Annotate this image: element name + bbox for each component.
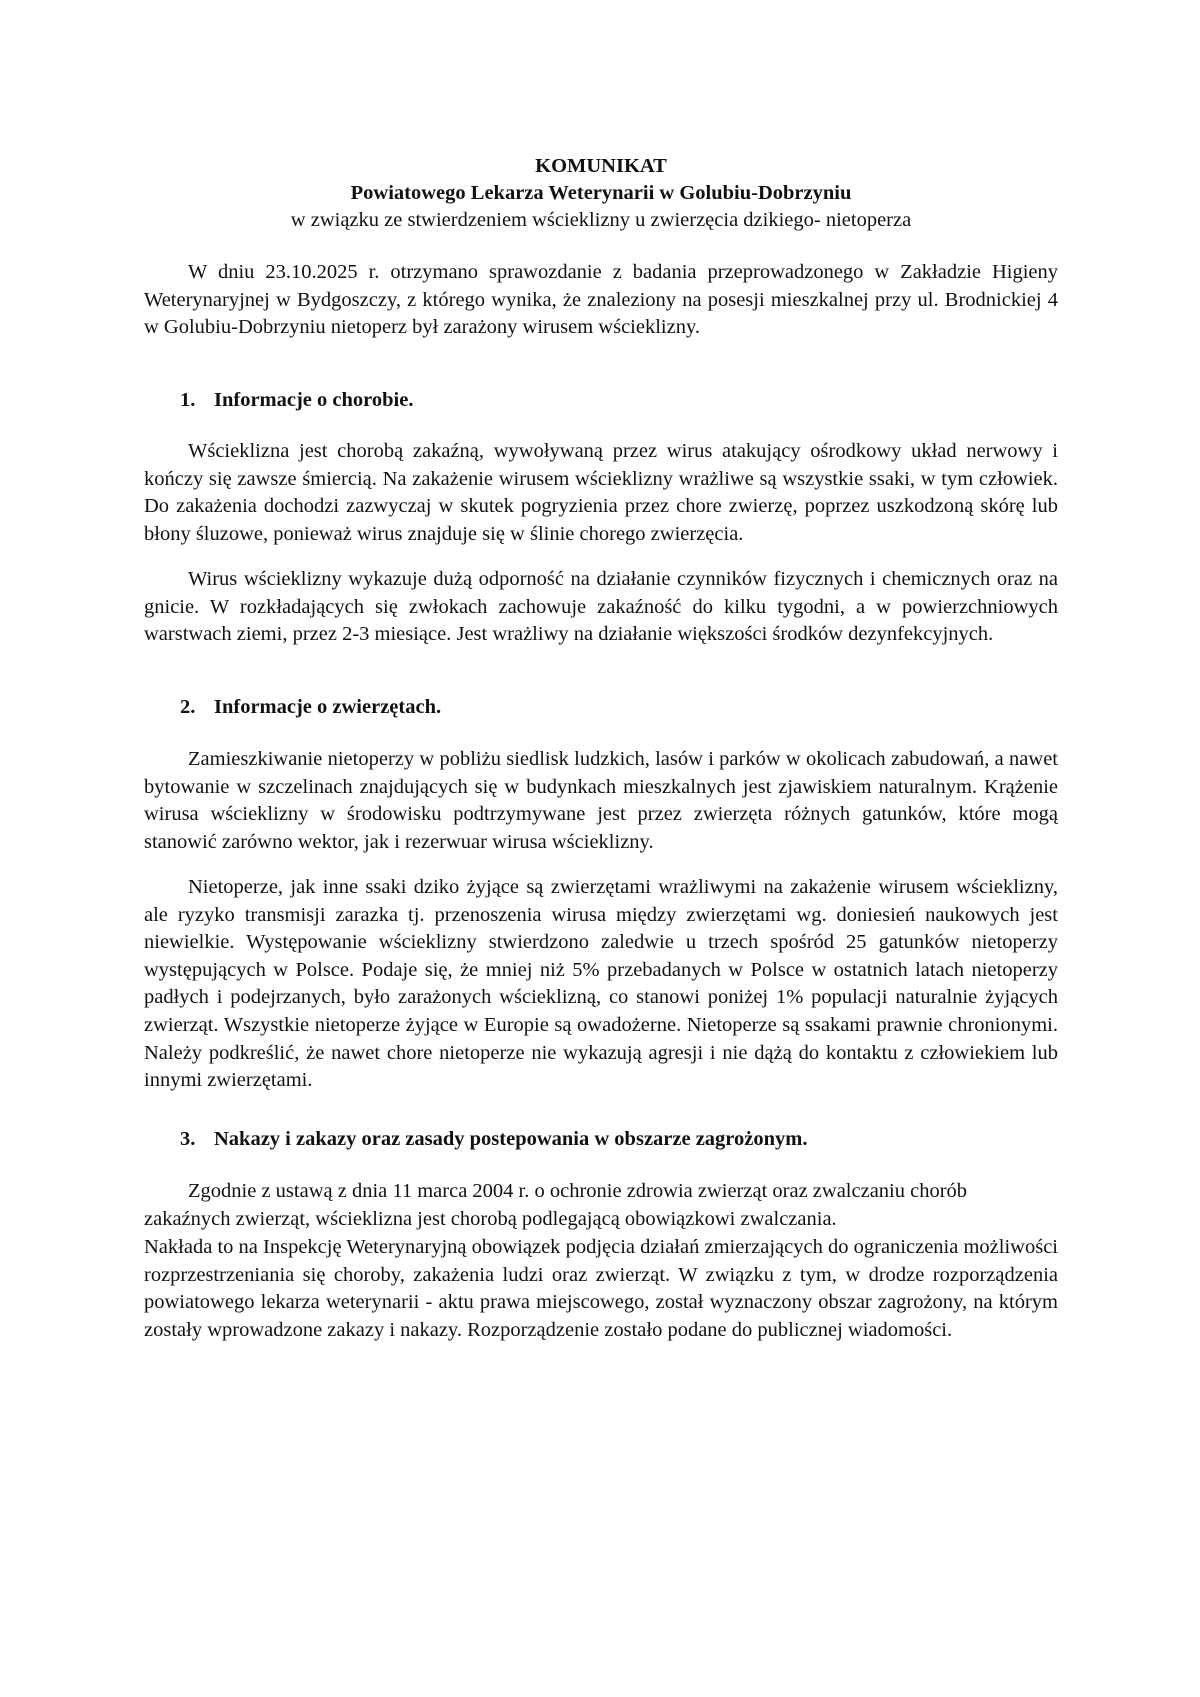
- intro-paragraph: W dniu 23.10.2025 r. otrzymano sprawozdanie z badania przeprowadzonego w Zakładzie Higieny Weterynaryjnej w Bydgoszczy, z którego wynika, że znaleziony na posesji mieszkalnej przy ul. Brodnickiej 4 w Golubiu-Dobrzyniu nietoperz był zarażony wirusem wścieklizny.: [144, 261, 1058, 339]
- section-3-paragraph-2: Nakłada to na Inspekcję Weterynaryjną obowiązek podjęcia działań zmierzających do ograniczenia możliwości rozprzestrzeniania się choroby, zakażenia ludzi oraz zwierząt. W związku z tym, w drodze rozporządzenia powiatowego lekarza weterynarii - aktu prawa miejscowego, został wyznaczony obszar zagrożony, na którym zostały wprowadzone zakazy i nakazy. Rozporządzenie zostało podane do publicznej wiadomości.: [144, 1236, 1058, 1341]
- section-number: 2.: [180, 696, 196, 718]
- section-2-paragraph-1: Zamieszkiwanie nietoperzy w pobliżu siedlisk ludzkich, lasów i parków w okolicach zabudowań, a nawet bytowanie w szczelinach znajdujących się w budynkach mieszkalnych jest zjawiskiem naturalnym. Krążenie wirusa wścieklizny w środowisku podtrzymywane jest przez zwierzęta różnych gatunków, które mogą stanowić zarówno wektor, jak i rezerwuar wirusa wścieklizny.: [144, 748, 1058, 853]
- section-2-paragraph-2: Nietoperze, jak inne ssaki dziko żyjące są zwierzętami wrażliwymi na zakażenie wirusem wścieklizny, ale ryzyko transmisji zarazka tj. przenoszenia wirusa między zwierzętami wg. doniesień naukowych jest niewielkie. Występowanie wścieklizny stwierdzono zaledwie u trzech spośród 25 gatunków nietoperzy występujących w Polsce. Podaje się, że mniej niż 5% przebadanych w Polsce w ostatnich latach nietoperzy padłych i podejrzanych, było zarażonych wścieklizną, co stanowi poniżej 1% populacji naturalnie żyjących zwierząt. Wszystkie nietoperze żyjące w Europie są owadożerne. Nietoperze są ssakami prawnie chronionymi. Należy podkreślić, że nawet chore nietoperze nie wykazują agresji i nie dążą do kontaktu z człowiekiem lub innymi zwierzętami.: [144, 876, 1058, 1092]
- section-number: 3.: [180, 1128, 196, 1150]
- section-title: Informacje o zwierzętach.: [214, 696, 442, 718]
- section-1-paragraph-2: Wirus wścieklizny wykazuje dużą odporność na działanie czynników fizycznych i chemicznych oraz na gnicie. W rozkładających się zwłokach zachowuje zakaźność do kilku tygodni, a w powierzchniowych warstwach ziemi, przez 2-3 miesiące. Jest wrażliwy na działanie większości środków dezynfekcyjnych.: [144, 568, 1058, 646]
- section-1-paragraph-1: Wścieklizna jest chorobą zakaźną, wywoływaną przez wirus atakujący ośrodkowy układ nerwowy i kończy się zawsze śmiercią. Na zakażenie wirusem wścieklizny wrażliwe są wszystkie ssaki, w tym człowiek. Do zakażenia dochodzi zazwyczaj w skutek pogryzienia przez chore zwierzę, poprzez uszkodzoną skórę lub błony śluzowe, ponieważ wirus znajduje się w ślinie chorego zwierzęcia.: [144, 440, 1058, 545]
- document-title: KOMUNIKAT: [535, 155, 667, 177]
- section-number: 1.: [180, 389, 196, 411]
- document-subtitle: Powiatowego Lekarza Weterynarii w Golubiu-Dobrzyniu: [350, 182, 852, 204]
- section-3-paragraph-1: Zgodnie z ustawą z dnia 11 marca 2004 r. o ochronie zdrowia zwierząt oraz zwalczaniu chorób zakaźnych zwierząt, wścieklizna jest chorobą podlegającą obowiązkowi zwalczania.: [144, 1180, 968, 1230]
- section-title: Nakazy i zakazy oraz zasady postepowania w obszarze zagrożonym.: [214, 1128, 808, 1150]
- section-1-heading: [180, 386, 413, 414]
- document-description: w związku ze stwierdzeniem wścieklizny u zwierzęcia dzikiego- nietoperza: [290, 209, 912, 231]
- section-title: Informacje o chorobie.: [214, 389, 414, 411]
- section-2-heading: [180, 693, 441, 721]
- section-3-heading: [180, 1125, 808, 1153]
